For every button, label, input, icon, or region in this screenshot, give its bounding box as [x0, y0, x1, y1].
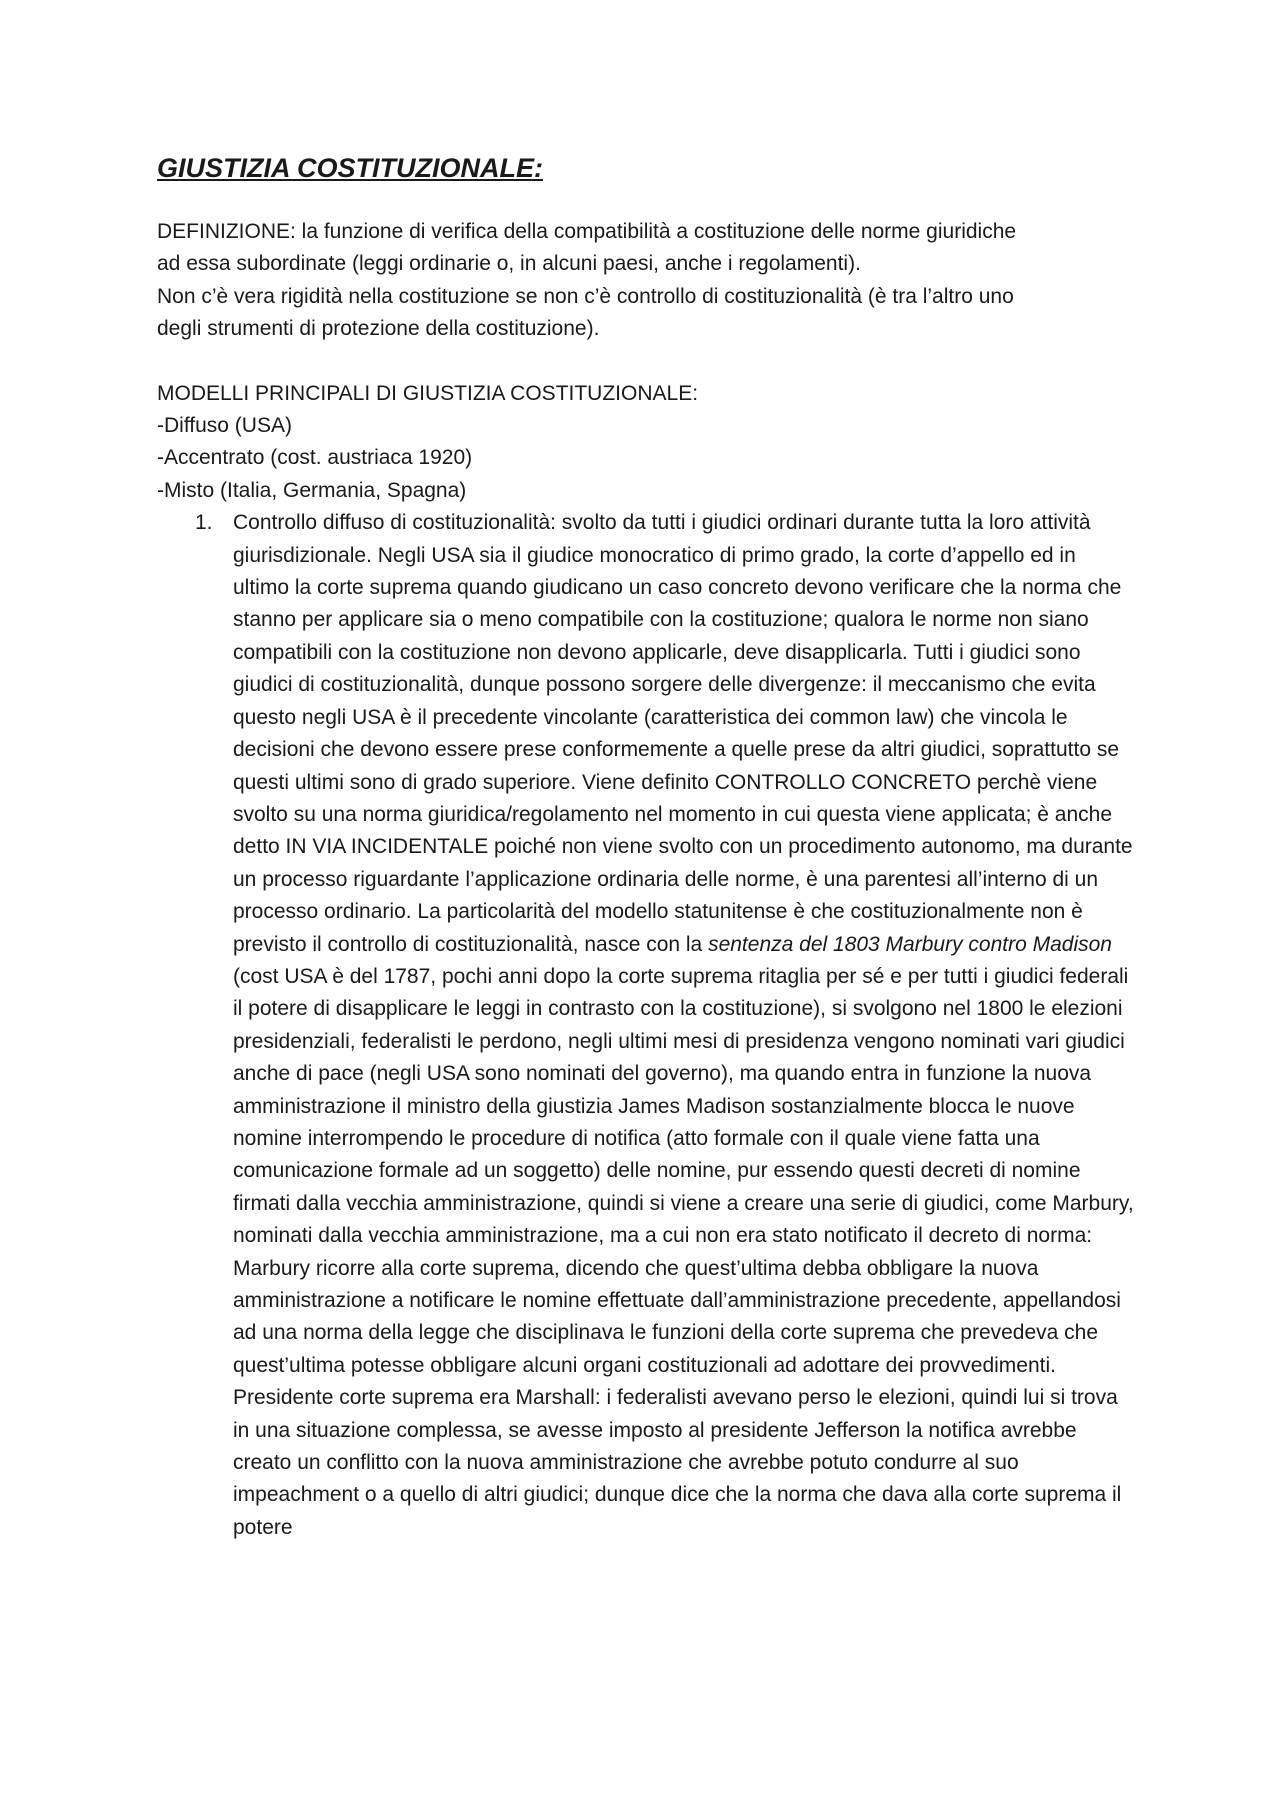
list-item-text: Controllo diffuso di costituzionalità: svolto da tutti i giudici ordinari durante tutta la loro attività giurisdizionale. Negli USA sia il giudice monocratico di primo grado, la corte d’appello ed in ultimo la corte suprema quando giudicano un caso concreto devono verificare che la norma che stanno per applicare sia o meno compatibile con la costituzione; qualora le norme non siano compatibili con la costituzione non devono applicarle, deve disapplicarla. Tutti i giudici sono giudici di costituzionalità, dunque possono sorgere delle divergenze: il meccanismo che evita questo negli USA è il precedente vincolante (caratteristica dei common law) che vincola le decisioni che devono essere prese conformemente a quelle prese da altri giudici, soprattutto se questi ultimi sono di grado superiore. Viene definito CONTROLLO CONCRETO perchè viene svolto su una norma giuridica/regolamento nel momento in cui questa viene applicata; è anche detto IN VIA INCIDENTALE poiché non viene svolto con un procedimento autonomo, ma durante un processo riguardante l’applicazione ordinaria delle norme, è una parentesi all’interno di un processo ordinario. La particolarità del modello statunitense è che costituzionalmente non è previsto il controllo di costituzionalità, nasce con la	[233, 511, 1133, 956]
definition-line: ad essa subordinate (leggi ordinarie o, in alcuni paesi, anche i regolamenti).	[157, 252, 861, 276]
page-title: GIUSTIZIA COSTITUZIONALE:	[157, 153, 543, 183]
models-heading: MODELLI PRINCIPALI DI GIUSTIZIA COSTITUZIONALE:	[157, 381, 699, 405]
paragraph-spacer	[157, 346, 1137, 378]
numbered-list	[157, 507, 1137, 1544]
document-page	[157, 150, 1137, 1544]
definition-block	[157, 216, 1137, 346]
definition-line: Non c’è vera rigidità nella costituzione se non c’è controllo di costituzionalità (è tra l’altro uno	[157, 284, 1014, 308]
list-item-number: 1.	[195, 511, 213, 535]
model-item: -Accentrato (cost. austriaca 1920)	[157, 446, 473, 470]
list-item-text-continued: (cost USA è del 1787, pochi anni dopo la corte suprema ritaglia per sé e per tutti i giudici federali il potere di disapplicare le leggi in contrasto con la costituzione), si svolgono nel 1800 le elezioni presidenziali, federalisti le perdono, negli ultimi mesi di presidenza vengono nominati vari giudici anche di pace (negli USA sono nominati del governo), ma quando entra in funzione la nuova amministrazione il ministro della giustizia James Madison sostanzialmente blocca le nuove nomine interrompendo le procedure di notifica (atto formale con il quale viene fatta una comunicazione formale ad un soggetto) delle nomine, pur essendo questi decreti di nomine firmati dalla vecchia amministrazione, quindi si viene a creare una serie di giudici, come Marbury, nominati dalla vecchia amministrazione, ma a cui non era stato notificato il decreto di norma: Marbury ricorre alla corte suprema, dicendo che quest’ultima debba obbligare la nuova amministrazione a notificare le nomine effettuate dall’amministrazione precedente, appellandosi ad una norma della legge che disciplinava le funzioni della corte suprema che prevedeva che quest’ultima potesse obbligare alcuni organi costituzionali ad adottare dei provvedimenti. Presidente corte suprema era Marshall: i federalisti avevano perso le elezioni, quindi lui si trova in una situazione complessa, se avesse imposto al presidente Jefferson la notifica avrebbe creato un conflitto con la nuova amministrazione che avrebbe potuto condurre al suo impeachment o a quello di altri giudici; dunque dice che la norma che dava alla corte suprema il potere	[233, 964, 1134, 1539]
model-item: -Misto (Italia, Germania, Spagna)	[157, 478, 467, 502]
list-item-italic-text: sentenza del 1803 Marbury contro Madison	[708, 932, 1112, 956]
list-item	[157, 507, 1137, 1544]
model-item: -Diffuso (USA)	[157, 414, 292, 438]
models-block	[157, 378, 1137, 508]
definition-line: DEFINIZIONE: la funzione di verifica della compatibilità a costituzione delle norme giuridiche	[157, 220, 1017, 243]
definition-line: degli strumenti di protezione della costituzione).	[157, 317, 600, 341]
